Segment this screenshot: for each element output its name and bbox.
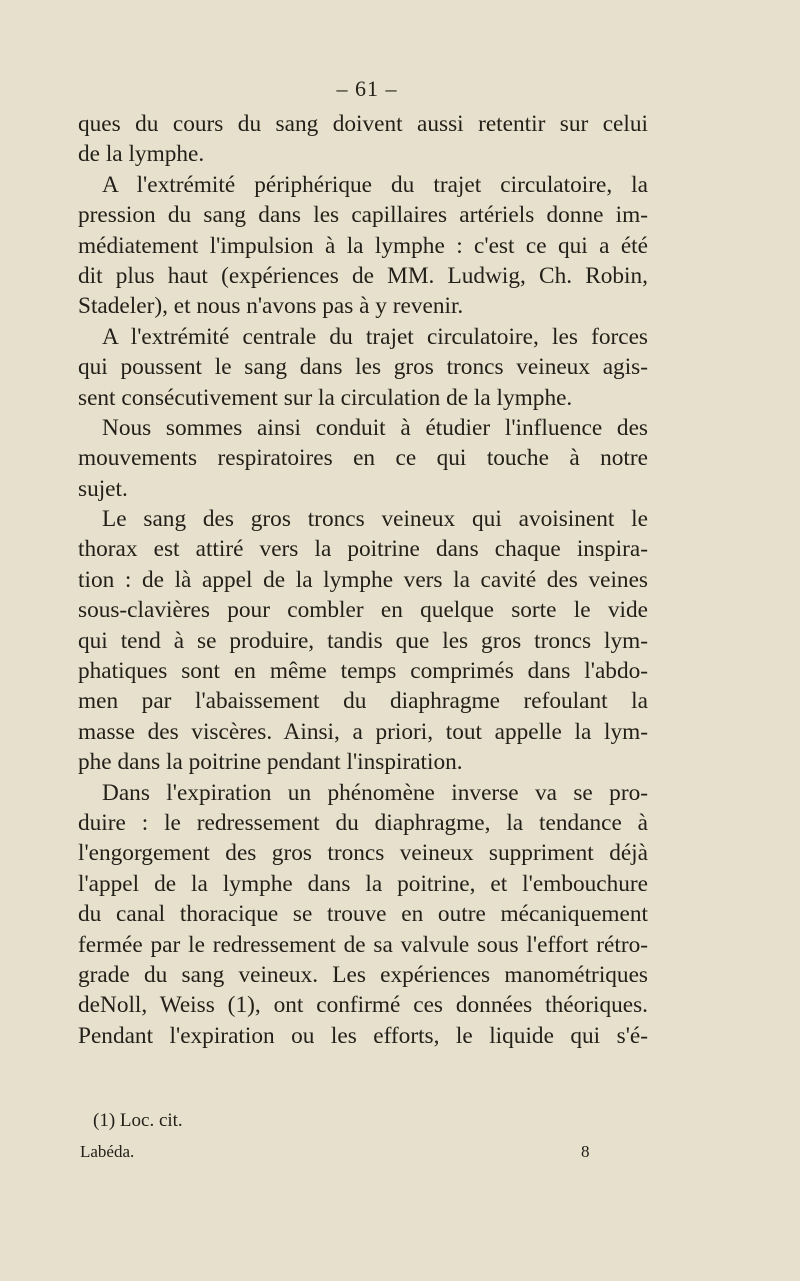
text-line: mouvements respiratoires en ce qui touche à notre	[78, 445, 648, 472]
text-line: Dans l'expiration un phénomène inverse va se pro-	[102, 779, 648, 806]
text-line: dit plus haut (expériences de MM. Ludwig, Ch. Robin,	[78, 262, 648, 289]
footnote: (1) Loc. cit.	[93, 1110, 183, 1131]
text-line: masse des viscères. Ainsi, a priori, tout appelle la lym-	[78, 718, 648, 745]
text-line: sent consécutivement sur la circulation de la lymphe.	[78, 384, 573, 411]
text-line: l'appel de la lymphe dans la poitrine, et l'embouchure	[78, 870, 648, 897]
text-line: ques du cours du sang doivent aussi retentir sur celui	[78, 111, 648, 137]
text-line: sujet.	[78, 475, 128, 502]
text-line: duire : le redressement du diaphragme, la tendance à	[78, 809, 648, 836]
signature-number: 8	[581, 1142, 590, 1161]
text-line: deNoll, Weiss (1), ont confirmé ces données théoriques.	[78, 992, 648, 1019]
text-line: de la lymphe.	[78, 141, 205, 168]
text-line: médiatement l'impulsion à la lymphe : c'est ce qui a été	[78, 232, 648, 259]
body-text	[78, 109, 648, 1051]
text-line: fermée par le redressement de sa valvule sous l'effort rétro-	[78, 931, 648, 958]
text-line: qui poussent le sang dans les gros troncs veineux agis-	[78, 354, 648, 381]
text-line: A l'extrémité centrale du trajet circulatoire, les forces	[102, 323, 648, 350]
text-line: qui tend à se produire, tandis que les gros troncs lym-	[78, 627, 648, 654]
signature-mark: Labéda.	[80, 1142, 135, 1161]
text-line: du canal thoracique se trouve en outre mécaniquement	[78, 901, 648, 928]
text-line: Pendant l'expiration ou les efforts, le liquide qui s'é-	[78, 1022, 648, 1049]
text-line: Nous sommes ainsi conduit à étudier l'influence des	[102, 414, 648, 441]
page-number: – 61 –	[336, 76, 398, 101]
text-line: A l'extrémité périphérique du trajet circulatoire, la	[102, 171, 648, 198]
text-line: l'engorgement des gros troncs veineux suppriment déjà	[78, 840, 648, 867]
text-line: thorax est attiré vers la poitrine dans chaque inspira-	[78, 536, 648, 563]
text-line: tion : de là appel de la lymphe vers la cavité des veines	[78, 566, 648, 593]
text-line: men par l'abaissement du diaphragme refoulant la	[78, 688, 648, 715]
text-line: Le sang des gros troncs veineux qui avoisinent le	[102, 506, 648, 533]
text-line: sous-clavières pour combler en quelque sorte le vide	[78, 597, 648, 624]
text-line: phe dans la poitrine pendant l'inspiration.	[78, 749, 463, 776]
text-line: grade du sang veineux. Les expériences manométriques	[78, 961, 648, 988]
text-line: pression du sang dans les capillaires artériels donne im-	[78, 202, 648, 229]
text-line: phatiques sont en même temps comprimés dans l'abdo-	[78, 658, 648, 685]
text-line: Stadeler), et nous n'avons pas à y revenir.	[78, 293, 464, 320]
